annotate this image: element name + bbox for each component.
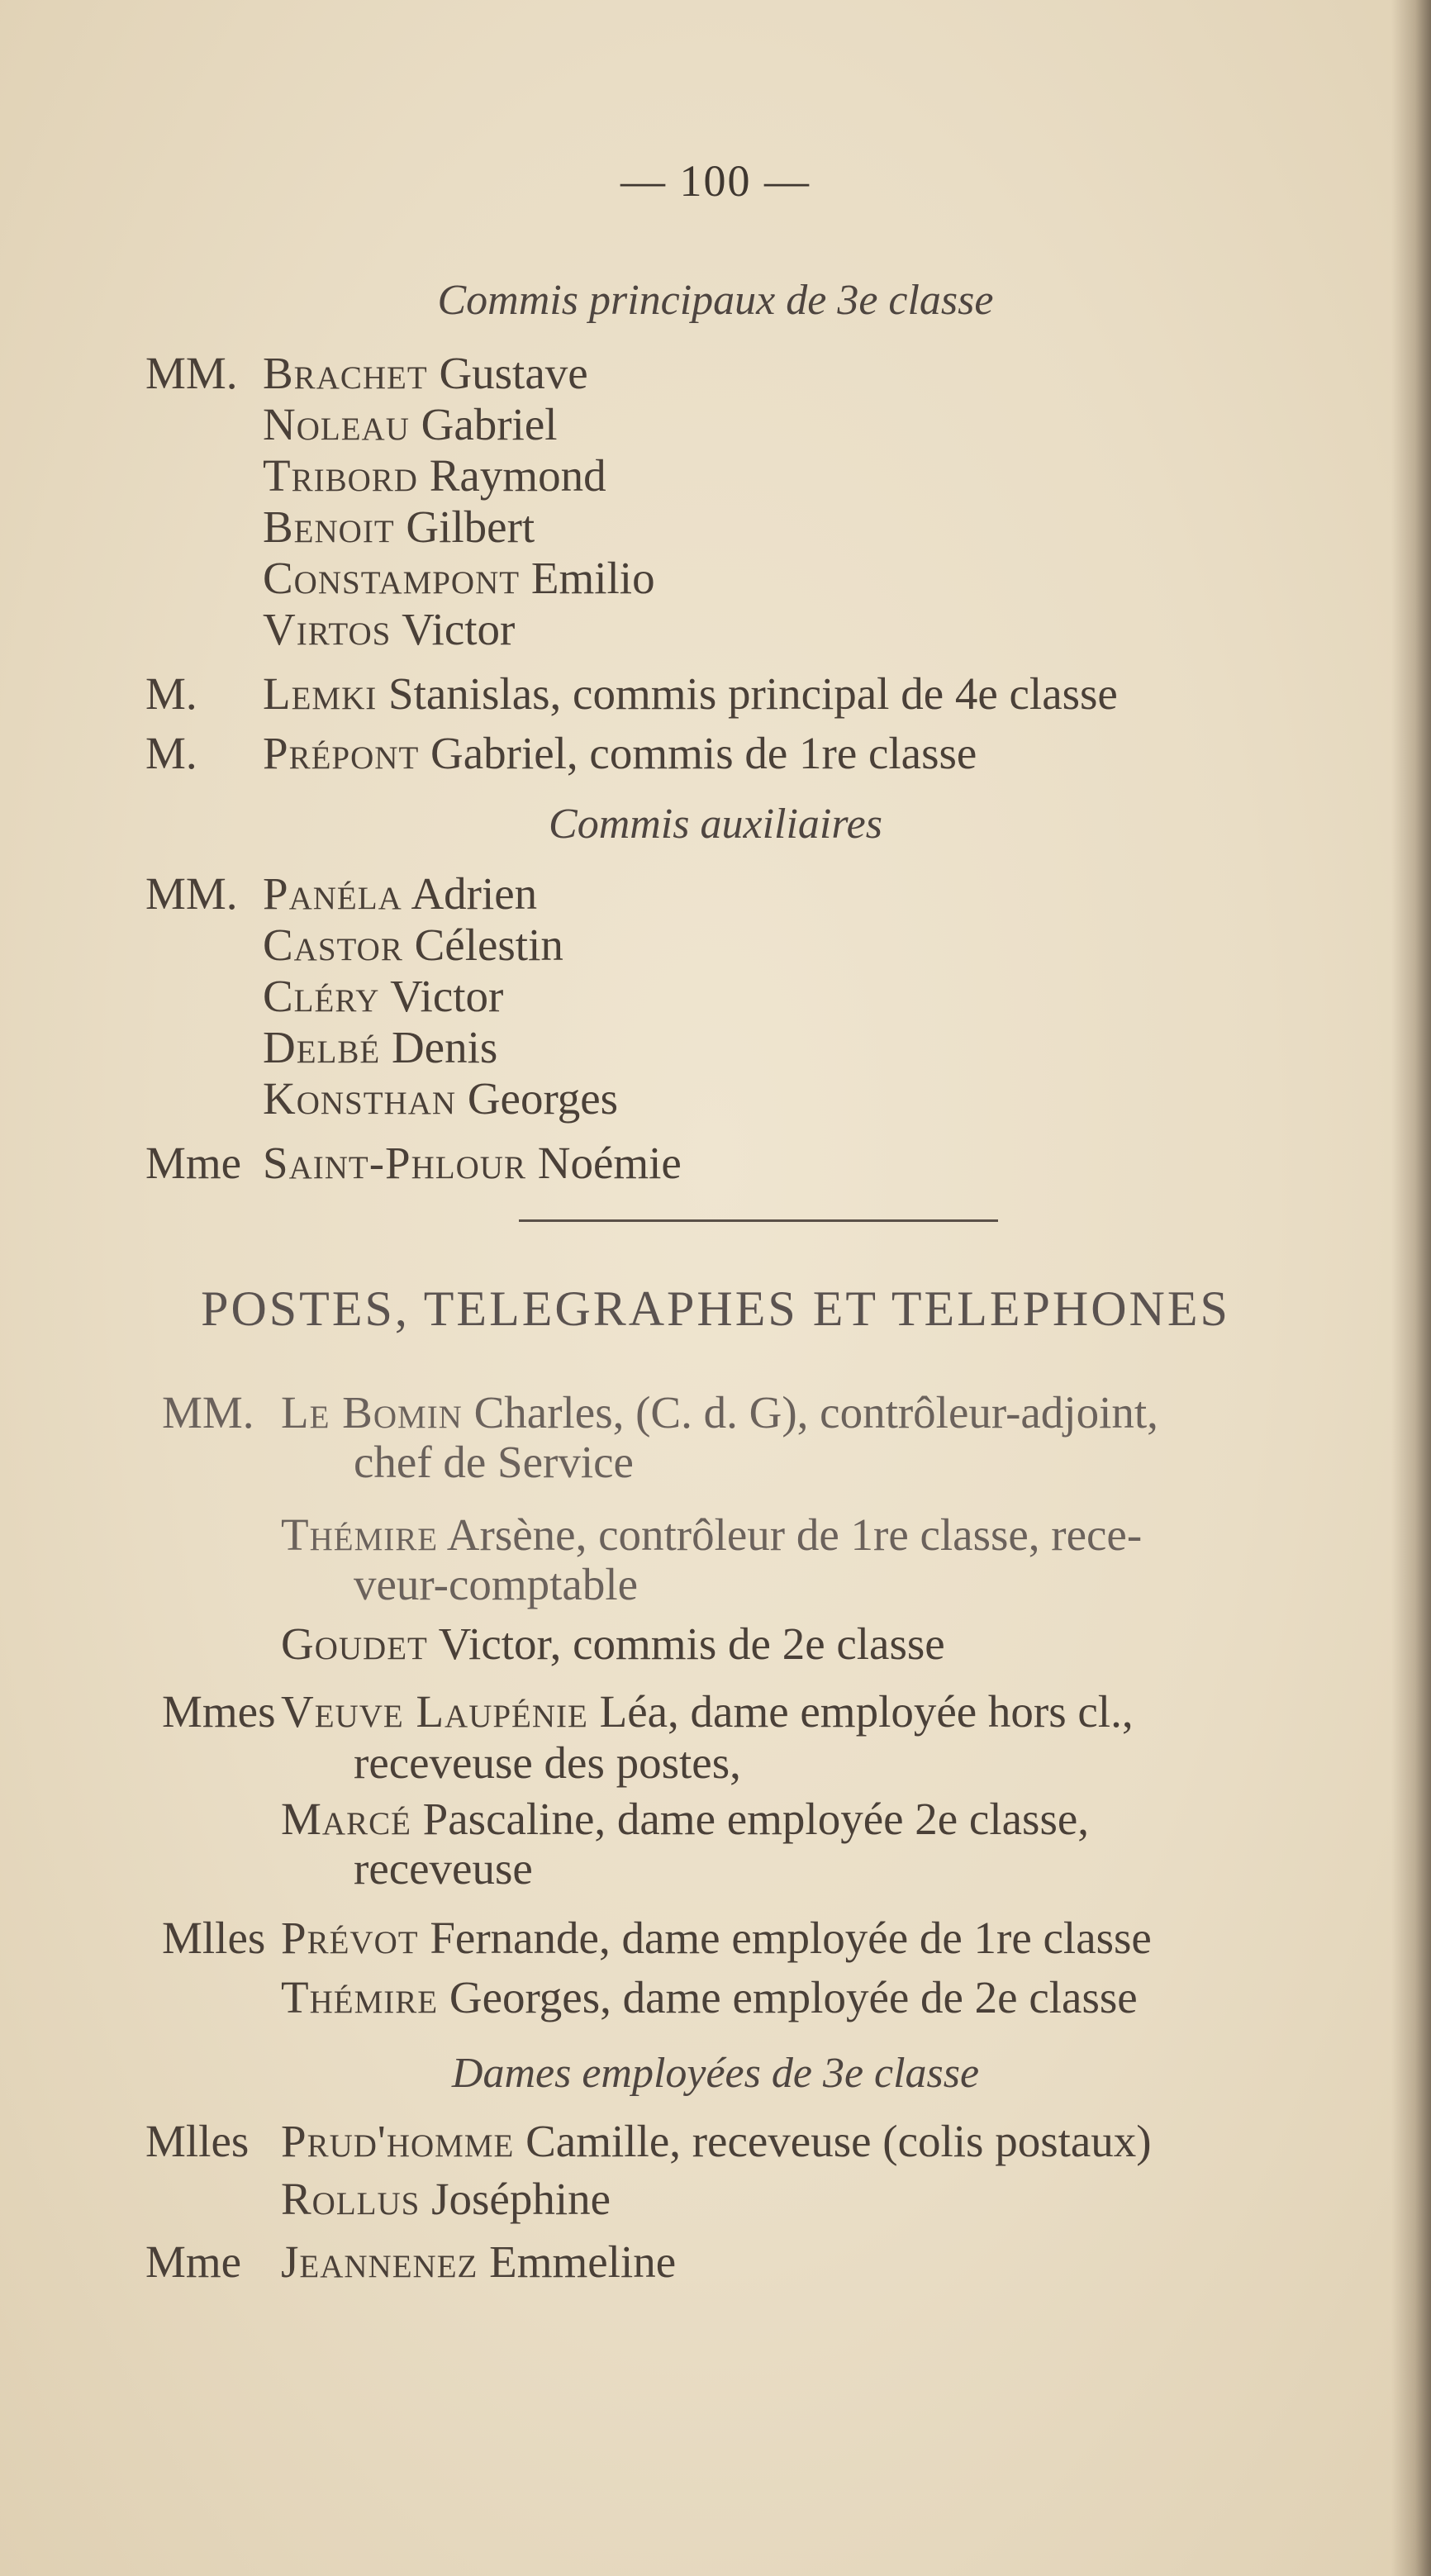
entry-surname: Constampont xyxy=(263,553,521,603)
entry-rest: Gilbert xyxy=(394,501,535,552)
entry-rest: Noémie xyxy=(525,1138,682,1188)
entry-title: Mme xyxy=(145,1138,242,1188)
entry-line xyxy=(0,1137,1405,1190)
section-divider xyxy=(519,1219,998,1222)
entry-rest: Gabriel xyxy=(409,399,558,449)
entry-rest: Victor xyxy=(379,971,504,1021)
entry-surname: Le Bomin xyxy=(281,1387,463,1438)
entry-surname: Thémire xyxy=(281,1972,439,2022)
entry-line xyxy=(0,2173,1405,2226)
entry-text xyxy=(354,1842,533,1895)
entry-line xyxy=(0,347,1405,400)
entry-text xyxy=(263,668,1118,720)
entry-text xyxy=(263,603,515,656)
heading-dames-employees: Dames employées de 3e classe xyxy=(451,2050,980,2097)
entry-surname: Benoit xyxy=(263,501,395,552)
entry-line xyxy=(0,668,1405,720)
entry-surname: Cléry xyxy=(263,971,380,1021)
entry-surname: Brachet xyxy=(263,348,428,398)
entry-rest: Joséphine xyxy=(420,2174,611,2224)
heading-commis-auxiliaires: Commis auxiliaires xyxy=(549,801,882,848)
entry-rest: Pascaline, dame employée 2e classe, xyxy=(411,1794,1090,1844)
entry-line xyxy=(0,1971,1405,2024)
entry-text xyxy=(281,1509,1142,1561)
entry-text xyxy=(263,970,503,1023)
entry-surname: Virtos xyxy=(263,604,392,654)
entry-rest: Arsène, contrôleur de 1re classe, rece- xyxy=(438,1509,1143,1560)
entry-text xyxy=(281,1912,1152,1965)
entry-text xyxy=(263,1021,497,1074)
entry-surname: Prévot xyxy=(281,1913,419,1963)
entry-title: M. xyxy=(145,668,197,719)
entry-surname: Veuve Laupénie xyxy=(281,1686,588,1737)
entry-surname: Panéla xyxy=(263,868,402,919)
section-title-postes: POSTES, TELEGRAPHES ET TELEPHONES xyxy=(201,1281,1230,1336)
entry-text xyxy=(263,727,977,780)
entry-title: MM. xyxy=(162,1387,254,1438)
entry-title: Mlles xyxy=(145,2116,250,2166)
entry-rest: Raymond xyxy=(417,450,606,501)
entry-line xyxy=(0,1509,1405,1561)
entry-rest: Emilio xyxy=(520,553,655,603)
entry-line xyxy=(0,603,1405,656)
entry-title: MM. xyxy=(145,348,238,398)
page-number: — 100 — xyxy=(620,156,811,206)
entry-rest: Gabriel, commis de 1re classe xyxy=(419,728,977,778)
entry-title: Mme xyxy=(145,2236,242,2287)
entry-rest: Emmeline xyxy=(478,2236,677,2287)
entry-rest: Léa, dame employée hors cl., xyxy=(587,1686,1134,1737)
entry-line xyxy=(0,1021,1405,1074)
entry-line xyxy=(0,1737,1405,1789)
entry-rest: Georges, dame employée de 2e classe xyxy=(438,1972,1138,2022)
entry-rest: Denis xyxy=(380,1022,498,1072)
entry-rest: Stanislas, commis principal de 4e classe xyxy=(377,668,1118,719)
entry-line xyxy=(0,1436,1405,1489)
entry-rest: Victor xyxy=(391,604,516,654)
entry-rest: Adrien xyxy=(402,868,538,919)
entry-line xyxy=(0,1685,1405,1738)
entry-text xyxy=(263,501,535,554)
entry-text xyxy=(263,398,558,451)
entry-title: Mmes xyxy=(162,1686,276,1737)
entry-rest: Camille, receveuse (colis postaux) xyxy=(514,2116,1152,2166)
entry-line xyxy=(0,1618,1405,1671)
entry-surname: Rollus xyxy=(281,2174,421,2224)
entry-text xyxy=(263,919,563,972)
entry-surname: Noleau xyxy=(263,399,410,449)
entry-surname: Prépont xyxy=(263,728,420,778)
entry-line xyxy=(0,449,1405,502)
entry-line xyxy=(0,398,1405,451)
entry-line xyxy=(0,919,1405,972)
entry-line xyxy=(0,867,1405,920)
entry-text xyxy=(263,867,537,920)
entry-line xyxy=(0,1912,1405,1965)
entry-line xyxy=(0,501,1405,554)
entry-title: MM. xyxy=(145,868,238,919)
entry-text xyxy=(281,1685,1134,1738)
entry-line xyxy=(0,2236,1405,2288)
entry-rest: Fernande, dame employée de 1re classe xyxy=(418,1913,1152,1963)
entry-text xyxy=(263,552,655,605)
entry-line xyxy=(0,1842,1405,1895)
entry-rest: receveuse des postes, xyxy=(354,1737,741,1788)
entry-text xyxy=(281,2236,676,2288)
entry-text xyxy=(354,1558,638,1611)
entry-text xyxy=(354,1737,741,1789)
entry-rest: chef de Service xyxy=(354,1437,634,1487)
entry-rest: Célestin xyxy=(402,920,563,970)
entry-text xyxy=(281,1618,945,1671)
entry-text xyxy=(354,1436,634,1489)
entry-surname: Marcé xyxy=(281,1794,411,1844)
entry-surname: Thémire xyxy=(281,1509,439,1560)
entry-surname: Prud'homme xyxy=(281,2116,515,2166)
entry-text xyxy=(281,2115,1152,2168)
entry-rest: veur-comptable xyxy=(354,1559,639,1609)
entry-rest: receveuse xyxy=(354,1843,533,1894)
entry-text xyxy=(281,2173,611,2226)
entry-surname: Lemki xyxy=(263,668,378,719)
entry-rest: Georges xyxy=(456,1073,619,1124)
entry-line xyxy=(0,1386,1405,1439)
entry-text xyxy=(281,1793,1089,1846)
entry-surname: Konsthan xyxy=(263,1073,457,1124)
entry-rest: Victor, commis de 2e classe xyxy=(427,1618,945,1669)
entry-surname: Delbé xyxy=(263,1022,381,1072)
entry-title: M. xyxy=(145,728,197,778)
entry-line xyxy=(0,970,1405,1023)
entry-surname: Jeannenez xyxy=(281,2236,478,2287)
entry-line xyxy=(0,727,1405,780)
entry-text xyxy=(281,1386,1158,1439)
entry-line xyxy=(0,1793,1405,1846)
entry-rest: Charles, (C. d. G), contrôleur-adjoint, xyxy=(462,1387,1158,1438)
entry-text xyxy=(281,1971,1138,2024)
entry-text xyxy=(263,1072,618,1125)
entry-rest: Gustave xyxy=(427,348,588,398)
entry-text xyxy=(263,347,588,400)
heading-commis-principaux: Commis principaux de 3e classe xyxy=(437,277,994,324)
entry-line xyxy=(0,1558,1405,1611)
entry-surname: Goudet xyxy=(281,1618,428,1669)
entry-surname: Saint-Phlour xyxy=(263,1138,526,1188)
entry-line xyxy=(0,552,1405,605)
entry-line xyxy=(0,2115,1405,2168)
entry-title: Mlles xyxy=(162,1913,266,1963)
entry-text xyxy=(263,449,606,502)
entry-surname: Castor xyxy=(263,920,403,970)
entry-line xyxy=(0,1072,1405,1125)
entry-text xyxy=(263,1137,682,1190)
entry-surname: Tribord xyxy=(263,450,418,501)
